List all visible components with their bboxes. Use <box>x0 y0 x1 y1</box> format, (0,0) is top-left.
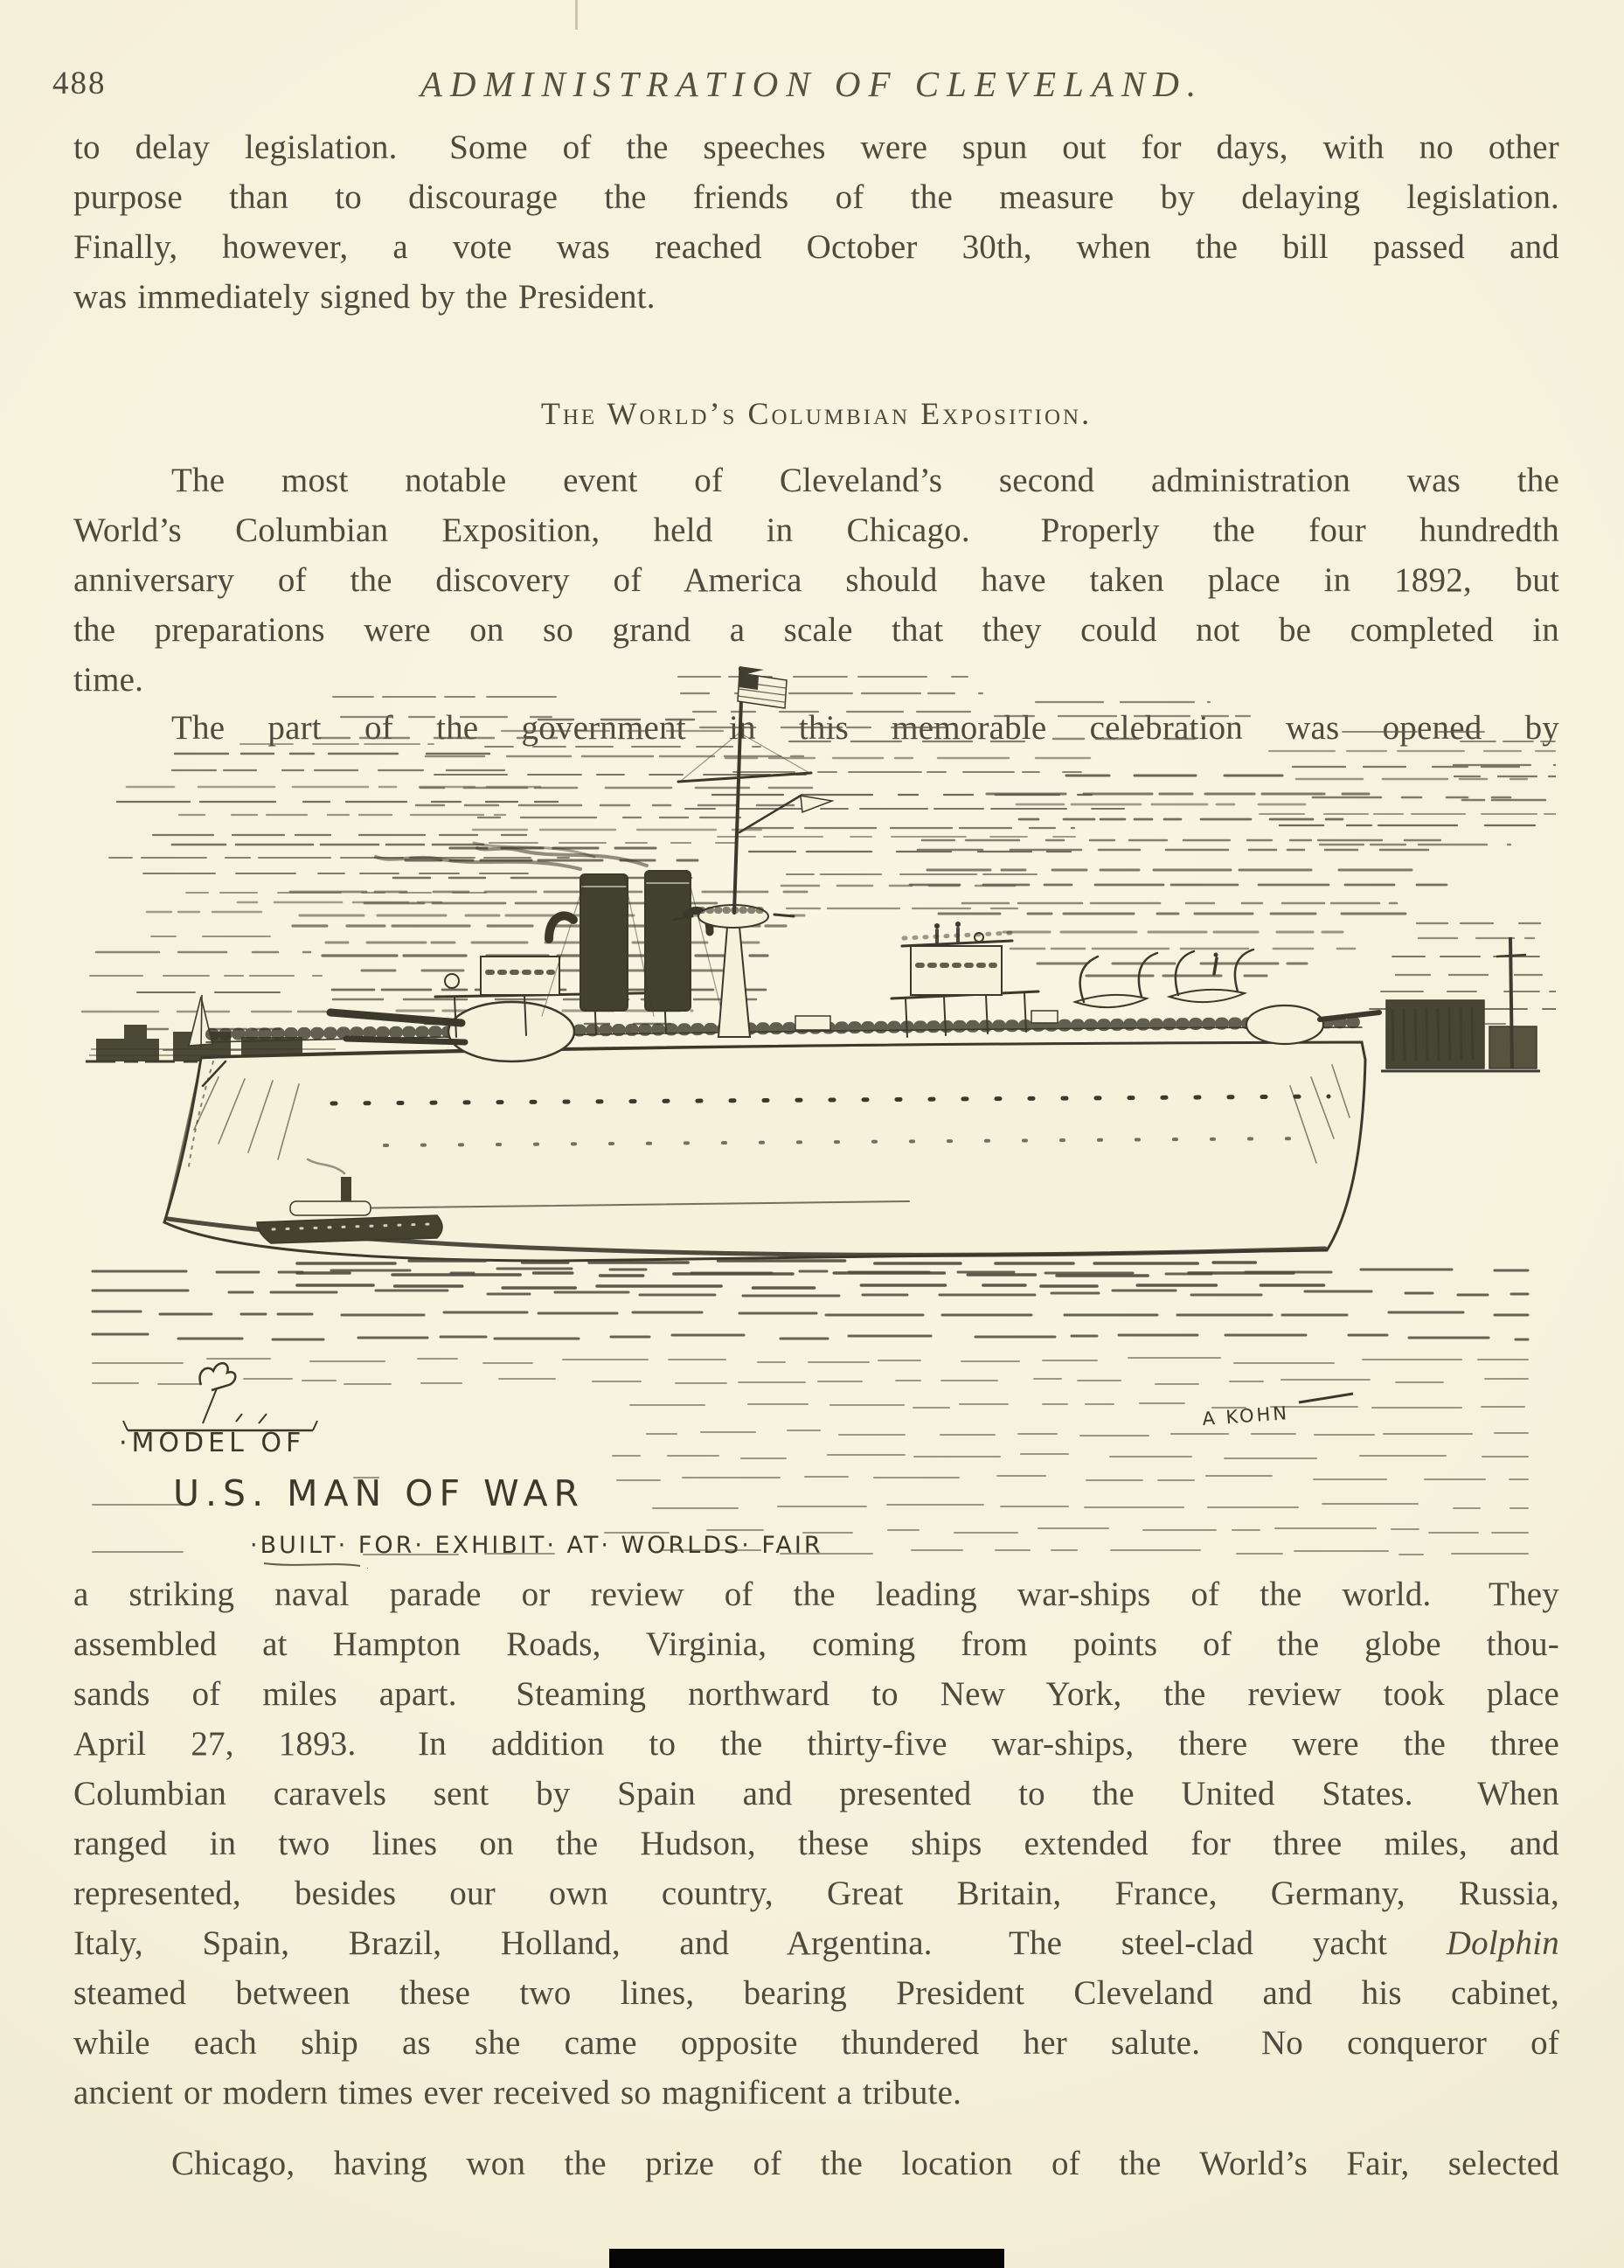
text-line: a striking naval parade or review of the leading war-ships of the world. They <box>73 1576 1559 1613</box>
text-line: Finally, however, a vote was reached October 30th, when the bill passed and <box>73 228 1559 266</box>
text-line: steamed between these two lines, bearing President Cleveland and his cabinet, <box>73 1974 1559 2012</box>
text-line: anniversary of the discovery of America should have taken place in 1892, but <box>73 561 1559 599</box>
text-line: Chicago, having won the prize of the location of the World’s Fair, selected <box>171 2145 1559 2182</box>
artist-signature: A KOHN <box>1201 1402 1290 1430</box>
illustration-caption <box>119 1363 1353 1569</box>
section-heading: The World’s Columbian Exposition. <box>540 396 1093 431</box>
caption-line-2: U.S. MAN OF WAR <box>173 1472 585 1514</box>
text-line: time. <box>73 661 144 699</box>
text-line: assembled at Hampton Roads, Virginia, coming from points of the globe thou- <box>73 1625 1559 1663</box>
signature-dash <box>1299 1394 1353 1402</box>
text-line: represented, besides our own country, Great Britain, France, Germany, Russia, <box>73 1875 1559 1912</box>
text-line: The most notable event of Cleveland’s second administration was the <box>171 462 1559 499</box>
paragraph <box>73 1569 1559 2118</box>
text-line: April 27, 1893. In addition to the thirty-five war-ships, there were the three <box>73 1725 1559 1763</box>
text-line: while each ship as she came opposite thundered her salute. No conqueror of <box>73 2024 1559 2062</box>
paragraph <box>73 122 1559 322</box>
text-line: ancient or modern times ever received so magnificent a tribute. <box>73 2074 962 2111</box>
caption-line-1: ·MODEL OF <box>119 1428 306 1458</box>
paragraph <box>73 2139 1559 2188</box>
page-number: 488 <box>52 66 107 101</box>
scan-crease-mark <box>575 0 578 30</box>
text-line: the preparations were on so grand a scale that they could not be completed in <box>73 611 1559 649</box>
caption-line-3: ·BUILT· FOR· EXHIBIT· AT· WORLDS· FAIR <box>250 1532 823 1559</box>
text-line: The part of the government in this memorable celebration was opened by <box>171 709 1559 747</box>
text-line: was immediately signed by the President. <box>73 278 656 316</box>
text-line: Italy, Spain, Brazil, Holland, and Argentina. The steel-clad yacht Dolphin <box>73 1924 1559 1962</box>
text-line: to delay legislation. Some of the speeches were spun out for days, with no other <box>73 129 1559 166</box>
text-line: Columbian caravels sent by Spain and presented to the United States. When <box>73 1775 1559 1812</box>
running-title: ADMINISTRATION OF CLEVELAND. <box>420 64 1204 104</box>
warship-engraving <box>70 649 1556 1569</box>
scan-artifact-bar <box>609 2249 1004 2268</box>
text-line: World’s Columbian Exposition, held in Chicago. Properly the four hundredth <box>73 511 1559 549</box>
text-line: sands of miles apart. Steaming northward to New York, the review took place <box>73 1675 1559 1713</box>
text-line: purpose than to discourage the friends of the measure by delaying legislation. <box>73 178 1559 216</box>
text-line: ranged in two lines on the Hudson, these ships extended for three miles, and <box>73 1825 1559 1862</box>
